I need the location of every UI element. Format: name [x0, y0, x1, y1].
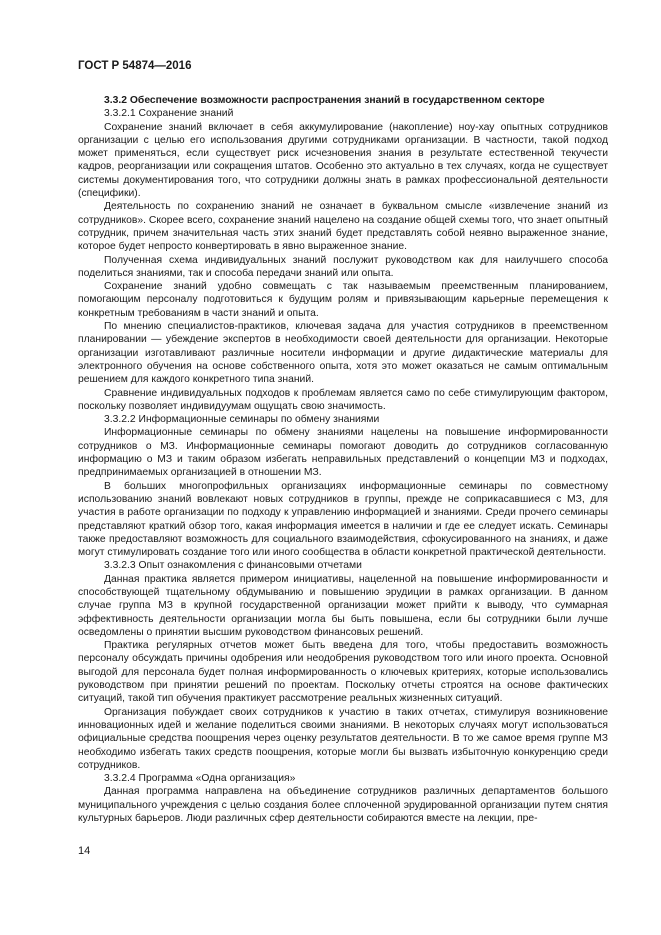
paragraph: Полученная схема индивидуальных знаний послужит руководством как для наилучшего способа поделиться знаниями, так и способа передачи знаний или опыта. — [78, 254, 608, 279]
paragraph: Данная практика является примером инициативы, нацеленной на повышение информированности и способствующей тщательному обдумыванию и повышению эрудиции в рамках организации. В данном случае группа МЗ в крупной государственной организации может прийти к выводу, что суммарная эффективность деятельности организации могла бы быть повышена, если бы сотрудники были лучше осведомлены о принятии высшим руководством финансовых решений. — [78, 573, 608, 638]
paragraph: Сохранение знаний удобно совмещать с так называемым преемственным планированием, помогающим персоналу подготовиться к будущим ролям и привязывающим карьерные перемещения к конкретным требованиям в части знаний и опыта. — [78, 281, 608, 319]
subsection-heading: 3.3.2.1 Сохранение знаний — [104, 108, 234, 120]
subsection-heading: 3.3.2.3 Опыт ознакомления с финансовыми отчетами — [104, 560, 362, 572]
paragraph: Сохранение знаний включает в себя аккумулирование (накопление) ноу-хау опытных сотрудников организации с целью его использования другими сотрудниками организации. В частности, такой подход может применяться, если существует риск исчезновения знания в результате естественной текучести кадров, реорганизации или сокращения штатов. Особенно это актуально в тех случаях, когда не существует системы документирования того, что сотрудники должны знать в рамках профессиональной деятельности (специфики). — [78, 121, 608, 200]
subsection-heading: 3.3.2.2 Информационные семинары по обмену знаниями — [104, 414, 380, 426]
paragraph: Информационные семинары по обмену знаниями нацелены на повышение информированности сотрудников о МЗ. Информационные семинары помогают доводить до сотрудников согласованную информацию о МЗ и таким образом избегать неправильных представлений о концепции МЗ и подходах, предпринимаемых организацией в отношении МЗ. — [78, 427, 608, 479]
paragraph: Организация побуждает своих сотрудников к участию в таких отчетах, стимулируя возникновение инновационных идей и желание поделиться своими знаниями. В некоторых случаях могут использоваться официальные средства поощрения через оценку результатов деятельности. В то же самое время группе МЗ необходимо избегать таких средств поощрения, которые могли бы вызвать избыточную конкуренцию среди сотрудников. — [78, 706, 608, 771]
paragraph: По мнению специалистов-практиков, ключевая задача для участия сотрудников в преемственном планировании — убеждение экспертов в необходимости своей деятельности для организации. Некоторые организации изготавливают различные носители информации и другие дидактические материалы для электронного обучения на основе собственного опыта, хотя это может оказаться не самым оптимальным решением для каждого конкретного типа знаний. — [78, 321, 608, 386]
paragraph: Данная программа направлена на объединение сотрудников различных департаментов большого муниципального учреждения с целью создания более сплоченной эрудированной организации путем снятия культурных барьеров. Люди различных сфер деятельности собираются вместе на лекции, пре- — [78, 786, 608, 825]
paragraph: Практика регулярных отчетов может быть введена для того, чтобы предоставить возможность персоналу обсуждать причины одобрения или неодобрения руководством того или иного проекта. Основной выгодой для персонала будет полная информированность о ключевых критериях, которые использовались руководством при принятии решений по проектам. Поскольку отчеты строятся на основе фактических ситуаций, такой тип обучения практикует рассмотрение реальных жизненных ситуаций. — [78, 640, 608, 705]
subsection-heading: 3.3.2.4 Программа «Одна организация» — [104, 773, 296, 785]
document-id: ГОСТ Р 54874—2016 — [78, 60, 192, 72]
section-heading: 3.3.2 Обеспечение возможности распространения знаний в государственном секторе — [104, 95, 545, 106]
paragraph: Деятельность по сохранению знаний не означает в буквальном смысле «извлечение знаний из сотрудников». Скорее всего, сохранение знаний нацелено на создание общей схемы того, что знает опытный сотрудник, причем значительная часть этих знаний будет представлять собой неявно выраженное знание, которое будет непросто конвертировать в явно выраженное знание. — [78, 201, 608, 253]
paragraph: Сравнение индивидуальных подходов к проблемам является само по себе стимулирующим фактором, поскольку позволяет индивидуумам ощущать свою значимость. — [78, 387, 608, 412]
paragraph: В больших многопрофильных организациях информационные семинары по совместному использованию знаний вовлекают новых сотрудников в группы, прежде не соприкасавшиеся с МЗ, для участия в работе организации по подходу к управлению информацией и знаниями. Среди прочего семинары представляют краткий обзор того, какая информация имеется в наличии и где ее следует искать. Семинары также предоставляют возможность для социального взаимодействия, сфокусированного на знаниях, и даже могут стимулировать создание того или иного сообщества в области конкретной практической деятельности. — [78, 480, 608, 559]
document-body — [78, 94, 608, 825]
page-number: 14 — [78, 845, 91, 857]
